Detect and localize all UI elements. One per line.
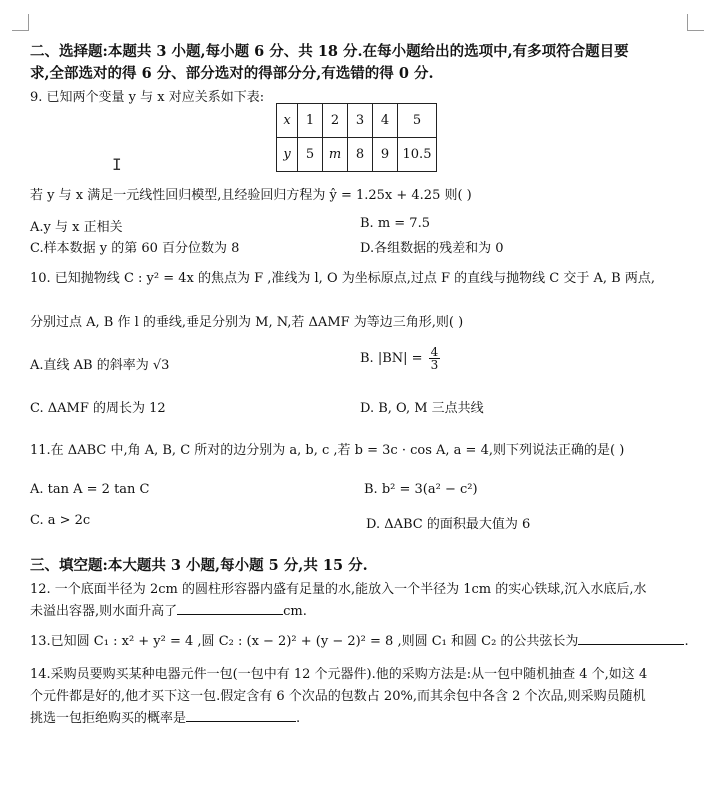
q12-unit: cm. — [283, 604, 307, 619]
q10-option-d: D. B, O, M 三点共线 — [360, 401, 484, 416]
q9-option-a: A.y 与 x 正相关 — [30, 220, 123, 235]
q11-option-c: C. a > 2c — [30, 513, 91, 528]
q10-option-a: A.直线 AB 的斜率为 √3 — [30, 358, 170, 373]
q10-line2: 分别过点 A, B 作 l 的垂线,垂足分别为 M, N,若 ΔAMF 为等边三角形,则( ) — [30, 315, 464, 330]
table-cell: m — [323, 138, 348, 172]
q11-option-d: D. ΔABC 的面积最大值为 6 — [366, 517, 531, 532]
fraction-denominator: 3 — [430, 358, 439, 372]
table-cell: 8 — [348, 138, 373, 172]
q12-line2-text: 未溢出容器,则水面升高了 — [30, 604, 178, 619]
q14-end: . — [296, 711, 301, 726]
q14-line2: 个元件都是好的,他才买下这一包.假定含有 6 个次品的包数占 20%,而其余包中各含 2 个次品,则采购员随机 — [30, 689, 646, 704]
q9-condition: 若 y 与 x 满足一元线性回归模型,且经验回归方程为 ŷ = 1.25x + 4.25 则( ) — [30, 188, 472, 203]
q10-option-b — [360, 346, 442, 371]
q14-line1: 14.采购员要购买某种电器元件一包(一包中有 12 个元器件).他的采购方法是:从一包中随机抽查 4 个,如这 4 — [30, 667, 648, 682]
table-cell: 5 — [298, 138, 323, 172]
q9-option-b: B. m = 7.5 — [360, 216, 430, 231]
q12-line1: 12. 一个底面半径为 2cm 的圆柱形容器内盛有足量的水,能放入一个半径为 1cm 的实心铁球,沉入水底后,水 — [30, 582, 647, 597]
table-cell: 9 — [373, 138, 398, 172]
section3-title: 三、填空题:本大题共 3 小题,每小题 5 分,共 15 分. — [30, 557, 368, 574]
q12-line2 — [30, 600, 307, 619]
q9-option-d: D.各组数据的残差和为 0 — [360, 241, 504, 256]
q10-option-b-fraction — [429, 346, 441, 371]
table-cell: 5 — [398, 104, 437, 138]
q14-line3-text: 挑选一包拒绝购买的概率是 — [30, 711, 187, 726]
q13-end: . — [684, 634, 689, 649]
q11-option-a: A. tan A = 2 tan C — [30, 482, 150, 497]
q11-option-b: B. b² = 3(a² − c²) — [364, 482, 478, 497]
q10-option-c: C. ΔAMF 的周长为 12 — [30, 401, 166, 416]
q10-option-b-label: B. |BN| = — [360, 351, 423, 366]
text-cursor-icon: I — [112, 155, 122, 174]
table-row — [277, 138, 437, 172]
q13-text: 13.已知圆 C₁ : x² + y² = 4 ,圆 C₂ : (x − 2)² + (y − 2)² = 8 ,则圆 C₁ 和圆 C₂ 的公共弦长为 — [30, 634, 579, 649]
page-corner-mark-right — [687, 14, 704, 31]
fraction-numerator: 4 — [430, 345, 439, 359]
page-corner-mark-left — [12, 14, 29, 31]
table-cell: 4 — [373, 104, 398, 138]
q9-option-c: C.样本数据 y 的第 60 百分位数为 8 — [30, 241, 240, 256]
q14-answer-blank[interactable] — [186, 709, 296, 722]
table-row — [277, 104, 437, 138]
q9-stem: 9. 已知两个变量 y 与 x 对应关系如下表: — [30, 90, 265, 105]
q12-answer-blank[interactable] — [177, 602, 283, 615]
q13-line — [30, 630, 689, 649]
table-cell: 1 — [298, 104, 323, 138]
section2-title-line1: 二、选择题:本题共 3 小题,每小题 6 分、共 18 分.在每小题给出的选项中,有多项符合题目要 — [30, 43, 629, 60]
table-cell: 3 — [348, 104, 373, 138]
q9-data-table — [276, 103, 437, 172]
q14-line3 — [30, 707, 300, 726]
table-cell: 2 — [323, 104, 348, 138]
table-cell: 10.5 — [398, 138, 437, 172]
q10-line1: 10. 已知抛物线 C : y² = 4x 的焦点为 F ,准线为 l, O 为坐标原点,过点 F 的直线与抛物线 C 交于 A, B 两点, — [30, 271, 655, 286]
q11-stem: 11.在 ΔABC 中,角 A, B, C 所对的边分别为 a, b, c ,若 b = 3c · cos A, a = 4,则下列说法正确的是( ) — [30, 443, 625, 458]
section2-title-line2: 求,全部选对的得 6 分、部分选对的得部分分,有选错的得 0 分. — [30, 65, 434, 82]
table-header-x: x — [277, 104, 298, 138]
q13-answer-blank[interactable] — [578, 632, 684, 645]
table-header-y: y — [277, 138, 298, 172]
